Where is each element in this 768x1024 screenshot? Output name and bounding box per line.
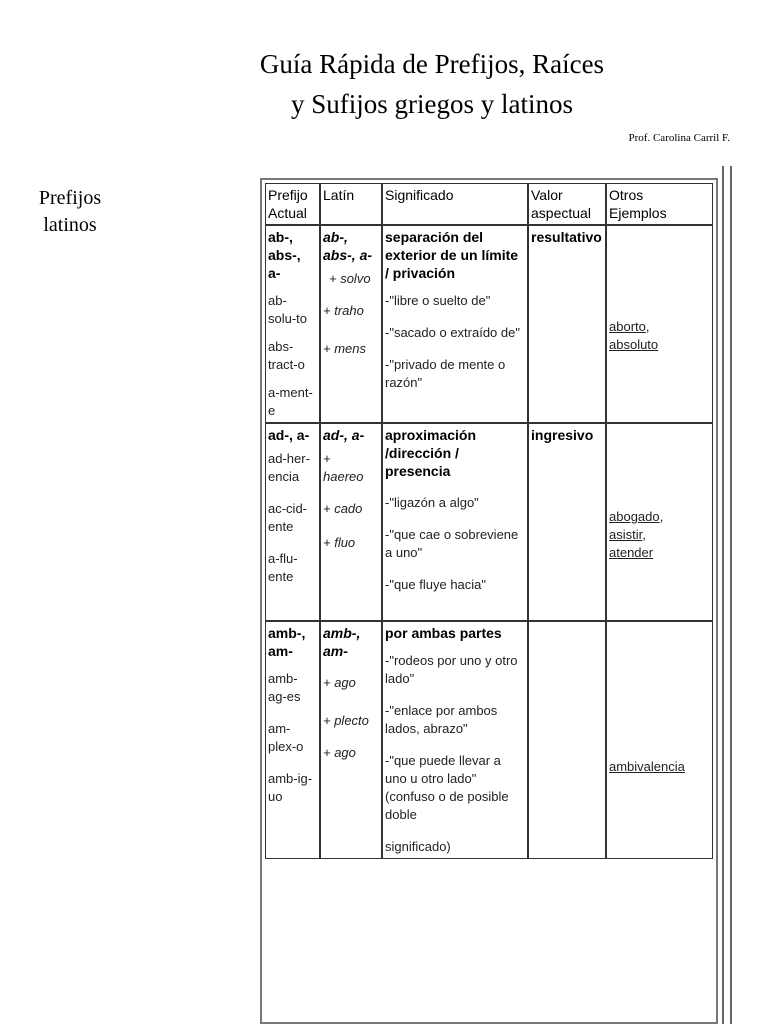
- prefix-cell: [265, 423, 320, 621]
- header-aspect: Valor aspectual: [528, 183, 606, 225]
- latin-root: + plecto: [323, 713, 369, 728]
- example-word: a-ment- e: [268, 385, 313, 418]
- table-header-row: [265, 183, 713, 225]
- header-meaning: Significado: [382, 183, 528, 225]
- title-line-2: y Sufijos griegos y latinos: [291, 89, 573, 119]
- prefix-term: amb-, am-: [268, 625, 306, 659]
- example-word: am- plex-o: [268, 721, 304, 754]
- latin-cell: [320, 423, 382, 621]
- examples-cell: abogado, asistir, atender: [606, 423, 713, 621]
- latin-root: + ago: [323, 745, 356, 760]
- example-word: amb-ig- uo: [268, 771, 313, 804]
- latin-cell: [320, 621, 382, 859]
- meaning-gloss: significado): [385, 839, 451, 854]
- latin-root: + cado: [323, 501, 363, 516]
- meaning-title: separación del exterior de un límite / privación: [385, 229, 519, 281]
- examples-cell: aborto, absoluto: [606, 225, 713, 423]
- header-latin: Latín: [320, 183, 382, 225]
- table-row: [265, 225, 713, 423]
- table-row: [265, 423, 713, 621]
- example-word: amb- ag-es: [268, 671, 301, 704]
- meaning-cell: [382, 225, 528, 423]
- meaning-gloss: -"enlace por ambos lados, abrazo": [385, 703, 498, 736]
- section-label-line-1: Prefijos: [38, 187, 102, 209]
- meaning-title: por ambas partes: [385, 625, 502, 641]
- header-examples: Otros Ejemplos: [606, 183, 713, 225]
- prefix-term: ad-, a-: [268, 427, 310, 443]
- example-word: ab- solu-to: [268, 293, 308, 326]
- example-link[interactable]: ambivalencia: [609, 759, 685, 774]
- latin-root: + traho: [323, 303, 364, 318]
- meaning-cell: [382, 621, 528, 859]
- section-label-line-2: latinos: [43, 214, 97, 236]
- meaning-gloss: -"sacado o extraído de": [385, 325, 520, 340]
- example-link[interactable]: atender: [609, 545, 654, 560]
- example-link[interactable]: aborto: [609, 319, 646, 334]
- example-link[interactable]: abogado: [609, 509, 660, 524]
- example-link[interactable]: absoluto: [609, 337, 659, 352]
- page-title: [232, 44, 632, 124]
- meaning-title: aproximación /dirección / presencia: [385, 427, 477, 479]
- meaning-gloss: -"que cae o sobreviene a uno": [385, 527, 519, 560]
- meaning-gloss: -"privado de mente o razón": [385, 357, 506, 390]
- example-word: a-flu- ente: [268, 551, 298, 584]
- aspect-cell: [528, 621, 606, 859]
- prefix-cell: [265, 225, 320, 423]
- example-word: ad-her- encia: [268, 451, 310, 484]
- frame-divider: [722, 166, 724, 1024]
- latin-root: + ago: [323, 675, 356, 690]
- latin-term: ad-, a-: [323, 427, 365, 443]
- latin-term: ab-, abs-, a-: [323, 229, 373, 263]
- examples-cell: [606, 621, 713, 859]
- latin-root: + haereo: [323, 451, 364, 484]
- latin-term: amb-, am-: [323, 625, 361, 659]
- prefix-table-frame: [260, 178, 718, 1024]
- example-word: ac-cid- ente: [268, 501, 308, 534]
- aspect-cell: resultativo: [528, 225, 606, 423]
- header-prefix: Prefijo Actual: [265, 183, 320, 225]
- prefix-term: ab-, abs-, a-: [268, 229, 301, 281]
- latin-root: + fluo: [323, 535, 356, 550]
- latin-cell: [320, 225, 382, 423]
- meaning-gloss: -"libre o suelto de": [385, 293, 491, 308]
- table-row: [265, 621, 713, 859]
- prefix-table: [265, 183, 713, 859]
- meaning-gloss: -"que fluye hacia": [385, 577, 487, 592]
- meaning-gloss: -"que puede llevar a uno u otro lado" (confuso o de posible doble: [385, 753, 509, 822]
- meaning-gloss: -"rodeos por uno y otro lado": [385, 653, 518, 686]
- meaning-cell: [382, 423, 528, 621]
- frame-divider: [730, 166, 732, 1024]
- section-label: [20, 185, 120, 239]
- example-word: abs- tract-o: [268, 339, 305, 372]
- prefix-cell: [265, 621, 320, 859]
- example-link[interactable]: asistir: [609, 527, 643, 542]
- meaning-gloss: -"ligazón a algo": [385, 495, 479, 510]
- author-credit: Prof. Carolina Carril F.: [628, 132, 730, 144]
- title-line-1: Guía Rápida de Prefijos, Raíces: [259, 49, 605, 79]
- aspect-cell: ingresivo: [528, 423, 606, 621]
- latin-root: + mens: [323, 341, 366, 356]
- latin-root: + solvo: [329, 271, 371, 286]
